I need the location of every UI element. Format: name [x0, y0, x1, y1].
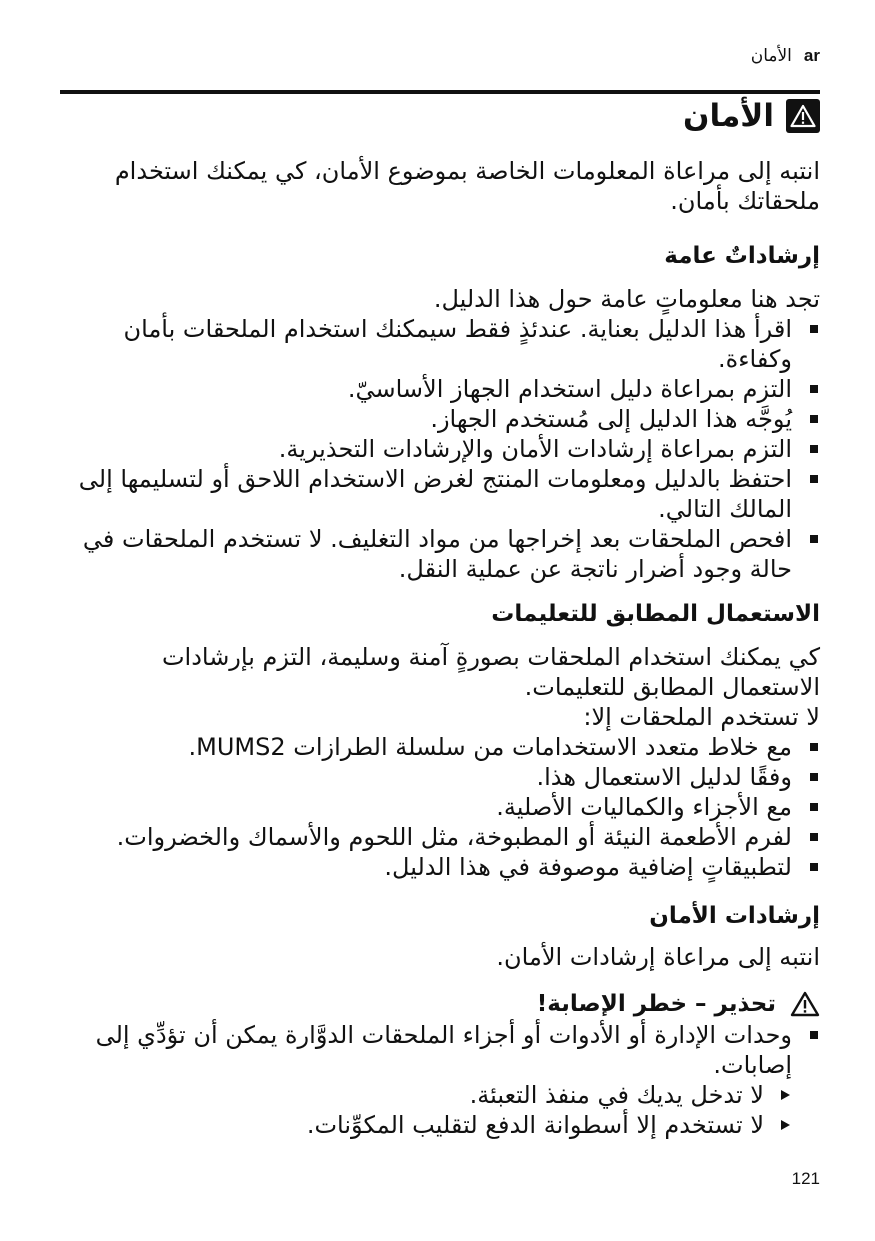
language-code: ar	[803, 46, 820, 65]
list-item: لفرم الأطعمة النيئة أو المطبوخة، مثل اللحوم والأسماك والخضروات.	[60, 822, 820, 852]
list-item: مع خلاط متعدد الاستخدامات من سلسلة الطرازات MUMS2.	[60, 732, 820, 762]
list-item: وحدات الإدارة أو الأدوات أو أجزاء الملحقات الدوَّارة يمكن أن تؤدِّي إلى إصابات.	[60, 1020, 820, 1080]
intended-use-heading: الاستعمال المطابق للتعليمات	[491, 601, 820, 627]
list-item: مع الأجزاء والكماليات الأصلية.	[60, 792, 820, 822]
general-lead: تجد هنا معلوماتٍ عامة حول هذا الدليل.	[433, 285, 820, 313]
intended-use-lead: كي يمكنك استخدام الملحقات بصورةٍ آمنة وسليمة، التزم بإرشادات الاستعمال المطابق للتعليمات.	[161, 643, 820, 701]
list-item: يُوجَّه هذا الدليل إلى مُستخدم الجهاز.	[60, 404, 820, 434]
safety-lead: انتبه إلى مراعاة إرشادات الأمان.	[496, 943, 820, 971]
action-item: لا تستخدم إلا أسطوانة الدفع لتقليب المكوِّنات.	[60, 1110, 792, 1140]
running-header-section: الأمان	[750, 46, 792, 66]
list-item: وفقًا لدليل الاستعمال هذا.	[60, 762, 820, 792]
list-item: اقرأ هذا الدليل بعناية. عندئذٍ فقط سيمكنك استخدام الملحقات بأمان وكفاءة.	[60, 314, 820, 374]
section-title	[683, 98, 820, 134]
list-item: التزم بمراعاة إرشادات الأمان والإرشادات التحذيرية.	[60, 434, 820, 464]
warning-title: تحذير – خطر الإصابة!	[536, 991, 776, 1017]
warning-triangle-icon	[786, 99, 820, 133]
header-rule	[60, 90, 820, 94]
list-item: افحص الملحقات بعد إخراجها من مواد التغليف. لا تستخدم الملحقات في حالة وجود أضرار ناتجة عن عملية النقل.	[60, 524, 820, 584]
list-item: التزم بمراعاة دليل استخدام الجهاز الأساسيّ.	[60, 374, 820, 404]
manual-page	[60, 0, 820, 1241]
page-title: الأمان	[682, 98, 774, 134]
intended-use-lead2: لا تستخدم الملحقات إلا:	[583, 703, 820, 731]
warning-list	[60, 1020, 820, 1080]
safety-heading: إرشادات الأمان	[649, 903, 820, 929]
intro-paragraph: انتبه إلى مراعاة المعلومات الخاصة بموضوع الأمان، كي يمكنك استخدام ملحقاتك بأمان.	[114, 157, 820, 215]
content-body	[60, 150, 820, 1140]
intended-use-list	[60, 732, 820, 882]
warning-triangle-icon	[790, 991, 820, 1017]
action-item: لا تدخل يديك في منفذ التعبئة.	[60, 1080, 792, 1110]
general-list	[60, 314, 820, 584]
warning-heading	[60, 988, 820, 1020]
action-list	[60, 1080, 792, 1140]
running-header	[751, 46, 820, 66]
general-heading: إرشاداتٌ عامة	[664, 243, 820, 269]
list-item: لتطبيقاتٍ إضافية موصوفة في هذا الدليل.	[60, 852, 820, 882]
page-number: 121	[791, 1169, 820, 1188]
list-item: احتفظ بالدليل ومعلومات المنتج لغرض الاستخدام اللاحق أو لتسليمها إلى المالك التالي.	[60, 464, 820, 524]
